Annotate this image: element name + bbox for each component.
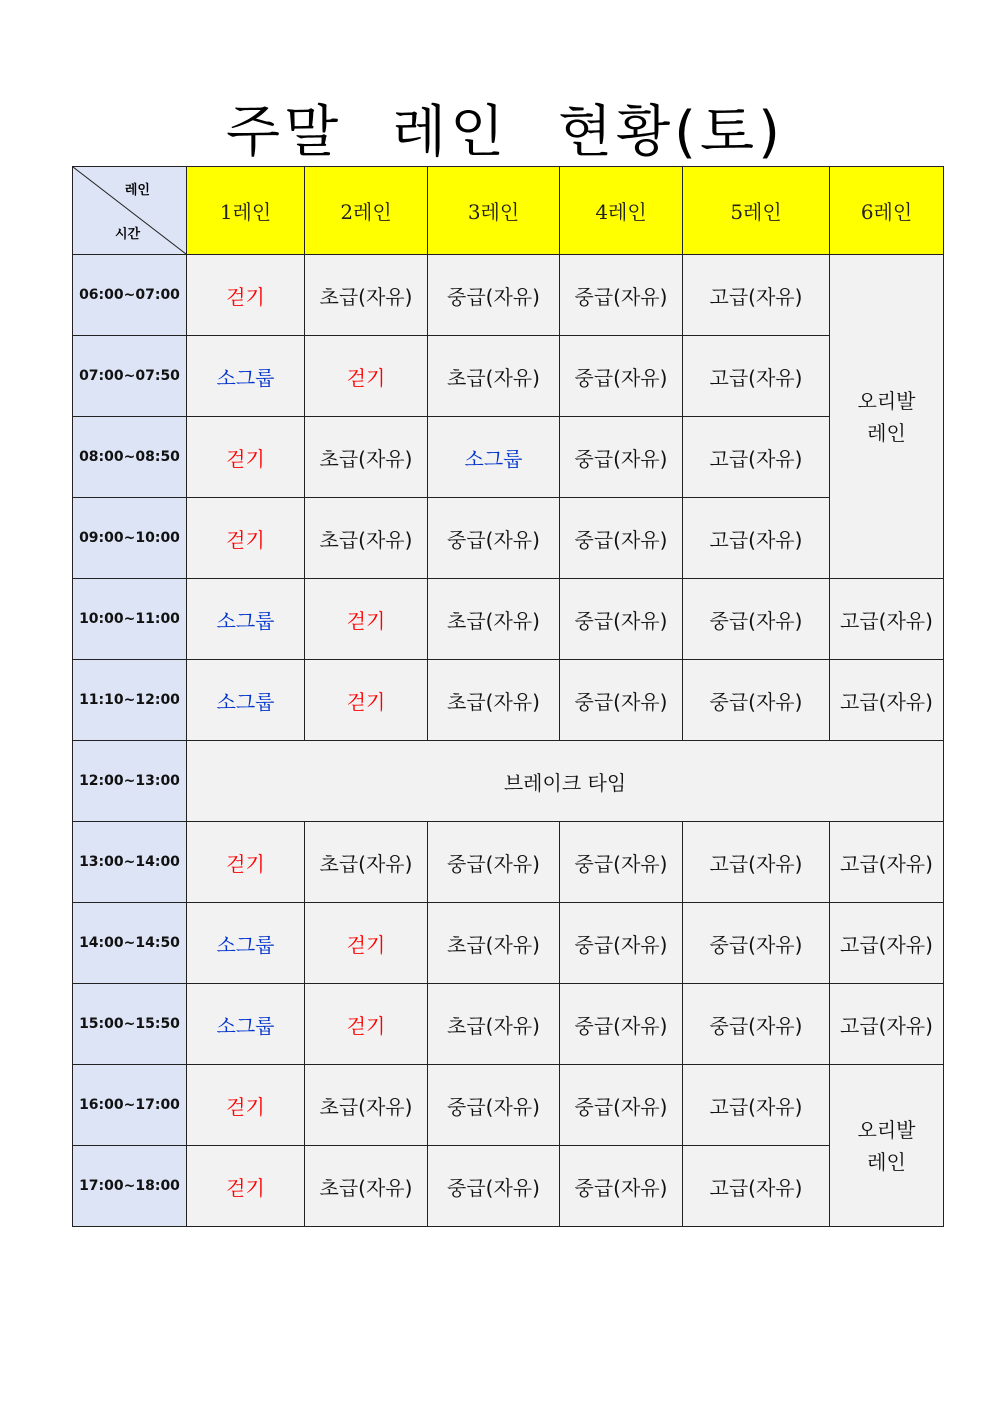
lane-cell: 소그룹 (187, 336, 305, 417)
lane-cell: 고급(자유) (683, 417, 830, 498)
table-row (73, 984, 944, 1065)
table-row (73, 417, 944, 498)
lane-cell: 중급(자유) (560, 255, 683, 336)
table-row (73, 1146, 944, 1227)
lane-cell: 초급(자유) (428, 903, 560, 984)
schedule-body (73, 255, 944, 1227)
time-slot: 07:00~07:50 (73, 336, 187, 417)
lane-cell: 걷기 (187, 1065, 305, 1146)
time-slot: 12:00~13:00 (73, 741, 187, 822)
time-slot: 15:00~15:50 (73, 984, 187, 1065)
lane-cell: 중급(자유) (560, 660, 683, 741)
lane-cell: 걷기 (305, 660, 428, 741)
time-slot: 06:00~07:00 (73, 255, 187, 336)
lane-cell: 고급(자유) (683, 336, 830, 417)
lane-cell: 중급(자유) (683, 579, 830, 660)
lane-header: 5레인 (683, 167, 830, 255)
table-row (73, 1065, 944, 1146)
lane-cell: 중급(자유) (560, 417, 683, 498)
lane-cell: 고급(자유) (830, 579, 944, 660)
header-row (73, 167, 944, 255)
lane-cell: 중급(자유) (560, 984, 683, 1065)
lane-cell: 걷기 (305, 903, 428, 984)
corner-header (73, 167, 187, 255)
lane-cell: 초급(자유) (428, 336, 560, 417)
lane-cell: 중급(자유) (560, 903, 683, 984)
break-time-cell: 브레이크 타임 (187, 741, 944, 822)
lane-cell: 중급(자유) (560, 498, 683, 579)
lane-cell: 초급(자유) (305, 822, 428, 903)
lane-header: 3레인 (428, 167, 560, 255)
corner-lane-label: 레인 (124, 183, 150, 198)
lane-cell: 중급(자유) (560, 579, 683, 660)
fin-lane-label: 오리발 (857, 388, 916, 413)
lane-header: 6레인 (830, 167, 944, 255)
lane-cell: 중급(자유) (428, 1065, 560, 1146)
time-slot: 13:00~14:00 (73, 822, 187, 903)
lane-cell: 초급(자유) (305, 1065, 428, 1146)
lane-cell: 중급(자유) (560, 336, 683, 417)
lane-cell: 고급(자유) (830, 984, 944, 1065)
lane-cell: 고급(자유) (683, 1065, 830, 1146)
lane-cell: 소그룹 (187, 579, 305, 660)
lane-cell: 초급(자유) (305, 417, 428, 498)
lane-cell: 중급(자유) (560, 822, 683, 903)
fin-lane-label: 레인 (867, 420, 906, 445)
lane-cell: 중급(자유) (560, 1065, 683, 1146)
lane-header: 4레인 (560, 167, 683, 255)
lane-cell: 소그룹 (187, 984, 305, 1065)
lane-cell: 걷기 (187, 498, 305, 579)
table-row (73, 660, 944, 741)
fin-lane-label: 오리발 (857, 1117, 916, 1142)
lane-cell: 고급(자유) (830, 903, 944, 984)
time-slot: 14:00~14:50 (73, 903, 187, 984)
lane-cell: 걷기 (187, 255, 305, 336)
time-slot: 16:00~17:00 (73, 1065, 187, 1146)
lane-cell: 걷기 (305, 984, 428, 1065)
page-title: 주말 레인 현황(토) (226, 100, 784, 165)
time-slot: 08:00~08:50 (73, 417, 187, 498)
fin-lane-cell (830, 255, 944, 579)
lane-cell: 중급(자유) (428, 255, 560, 336)
lane-cell: 중급(자유) (683, 660, 830, 741)
lane-cell: 고급(자유) (683, 1146, 830, 1227)
lane-cell: 소그룹 (187, 660, 305, 741)
lane-cell: 고급(자유) (683, 255, 830, 336)
lane-cell: 걷기 (305, 336, 428, 417)
lane-cell: 고급(자유) (683, 822, 830, 903)
lane-header: 1레인 (187, 167, 305, 255)
time-slot: 09:00~10:00 (73, 498, 187, 579)
lane-cell: 중급(자유) (683, 984, 830, 1065)
lane-cell: 초급(자유) (428, 660, 560, 741)
lane-cell: 초급(자유) (305, 255, 428, 336)
fin-lane-label: 레인 (867, 1149, 906, 1174)
lane-cell: 고급(자유) (830, 822, 944, 903)
time-slot: 10:00~11:00 (73, 579, 187, 660)
lane-cell: 중급(자유) (428, 822, 560, 903)
table-row (73, 336, 944, 417)
lane-cell: 초급(자유) (305, 498, 428, 579)
lane-header: 2레인 (305, 167, 428, 255)
lane-cell: 고급(자유) (830, 660, 944, 741)
lane-cell: 중급(자유) (428, 1146, 560, 1227)
table-row (73, 741, 944, 822)
lane-cell: 고급(자유) (683, 498, 830, 579)
lane-cell: 초급(자유) (428, 579, 560, 660)
table-row (73, 579, 944, 660)
lane-cell: 초급(자유) (428, 984, 560, 1065)
lane-schedule-table (72, 166, 944, 1227)
time-slot: 17:00~18:00 (73, 1146, 187, 1227)
time-slot: 11:10~12:00 (73, 660, 187, 741)
lane-cell: 중급(자유) (428, 498, 560, 579)
corner-time-label: 시간 (115, 227, 141, 242)
table-row (73, 822, 944, 903)
table-row (73, 498, 944, 579)
lane-cell: 초급(자유) (305, 1146, 428, 1227)
lane-cell: 소그룹 (187, 903, 305, 984)
lane-cell: 걷기 (187, 1146, 305, 1227)
lane-cell: 걷기 (187, 417, 305, 498)
lane-cell: 중급(자유) (683, 903, 830, 984)
fin-lane-cell (830, 1065, 944, 1227)
table-row (73, 903, 944, 984)
lane-cell: 걷기 (305, 579, 428, 660)
lane-cell: 소그룹 (428, 417, 560, 498)
lane-cell: 중급(자유) (560, 1146, 683, 1227)
lane-cell: 걷기 (187, 822, 305, 903)
table-row (73, 255, 944, 336)
